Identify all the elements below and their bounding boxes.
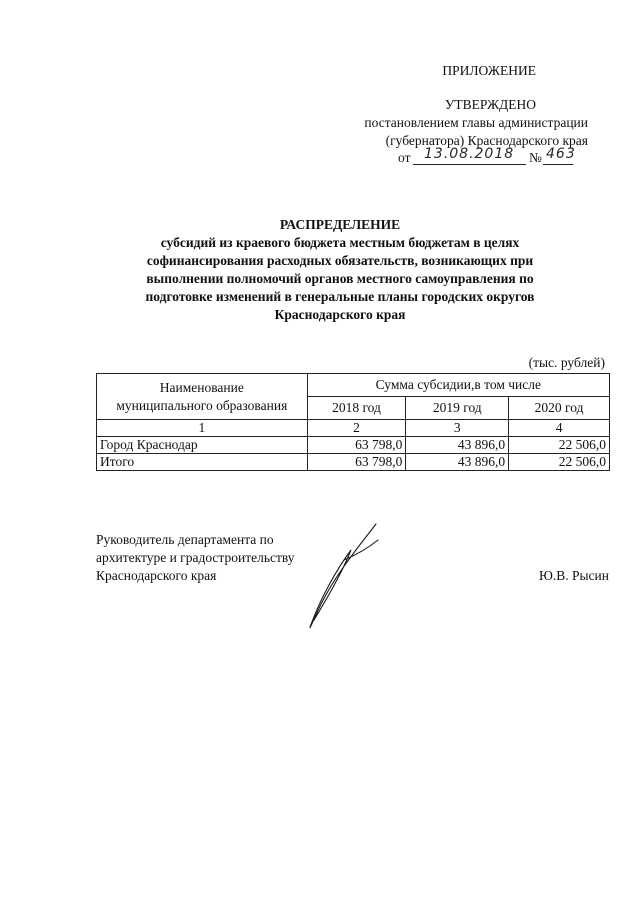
position-line-1: Руководитель департамента по	[96, 532, 274, 547]
title-line-2: софинансирования расходных обязательств, возникающих при	[146, 253, 534, 268]
appendix-label: ПРИЛОЖЕНИЕ	[442, 63, 536, 78]
row-value: 63 798,0	[307, 454, 406, 471]
handwritten-signature	[296, 520, 396, 635]
decree-number: 463	[546, 146, 576, 162]
date-prefix: от	[398, 150, 411, 165]
column-number: 3	[406, 420, 509, 437]
distribution-table	[96, 373, 610, 471]
title-line-4: подготовке изменений в генеральные планы городских округов	[145, 289, 535, 304]
row-value: 43 896,0	[406, 437, 509, 454]
column-header-year: 2019 год	[406, 397, 509, 420]
signatory-position	[96, 531, 295, 585]
table-header-row	[97, 374, 610, 397]
column-header-name-line1: Наименование	[159, 379, 244, 395]
row-value: 63 798,0	[307, 437, 406, 454]
approved-by-line1: постановлением главы администрации	[364, 115, 588, 130]
date-underline	[413, 164, 526, 165]
column-header-name	[97, 374, 308, 420]
column-header-year: 2018 год	[307, 397, 406, 420]
table-column-number-row	[97, 420, 610, 437]
title-heading: РАСПРЕДЕЛЕНИЕ	[279, 217, 401, 232]
approved-label: УТВЕРЖДЕНО	[444, 97, 536, 112]
table-row	[97, 437, 610, 454]
column-number: 1	[97, 420, 308, 437]
decree-date: 13.08.2018	[424, 146, 515, 162]
row-value: 43 896,0	[406, 454, 509, 471]
column-number: 2	[307, 420, 406, 437]
row-name: Город Краснодар	[97, 437, 308, 454]
row-name: Итого	[97, 454, 308, 471]
column-header-name-line2: муниципального образования	[116, 397, 288, 413]
row-value: 22 506,0	[509, 437, 610, 454]
position-line-3: Краснодарского края	[96, 568, 217, 583]
units-note: (тыс. рублей)	[528, 355, 605, 370]
signatory-name: Ю.В. Рысин	[538, 568, 609, 583]
title-line-5: Краснодарского края	[274, 307, 406, 322]
number-underline	[543, 164, 573, 165]
column-header-sum: Сумма субсидии,в том числе	[307, 374, 609, 397]
document-title	[60, 216, 620, 324]
column-number: 4	[509, 420, 610, 437]
title-line-1: субсидий из краевого бюджета местным бюджетам в целях	[160, 235, 520, 250]
position-line-2: архитектуре и градостроительству	[96, 550, 295, 565]
column-header-year: 2020 год	[509, 397, 610, 420]
decree-date-number	[398, 146, 598, 168]
row-value: 22 506,0	[509, 454, 610, 471]
title-line-3: выполнении полномочий органов местного самоуправления по	[146, 271, 534, 286]
number-prefix: №	[529, 150, 542, 165]
table-row-total	[97, 454, 610, 471]
approved-by-line2: (губернатора) Краснодарского края	[385, 133, 588, 148]
